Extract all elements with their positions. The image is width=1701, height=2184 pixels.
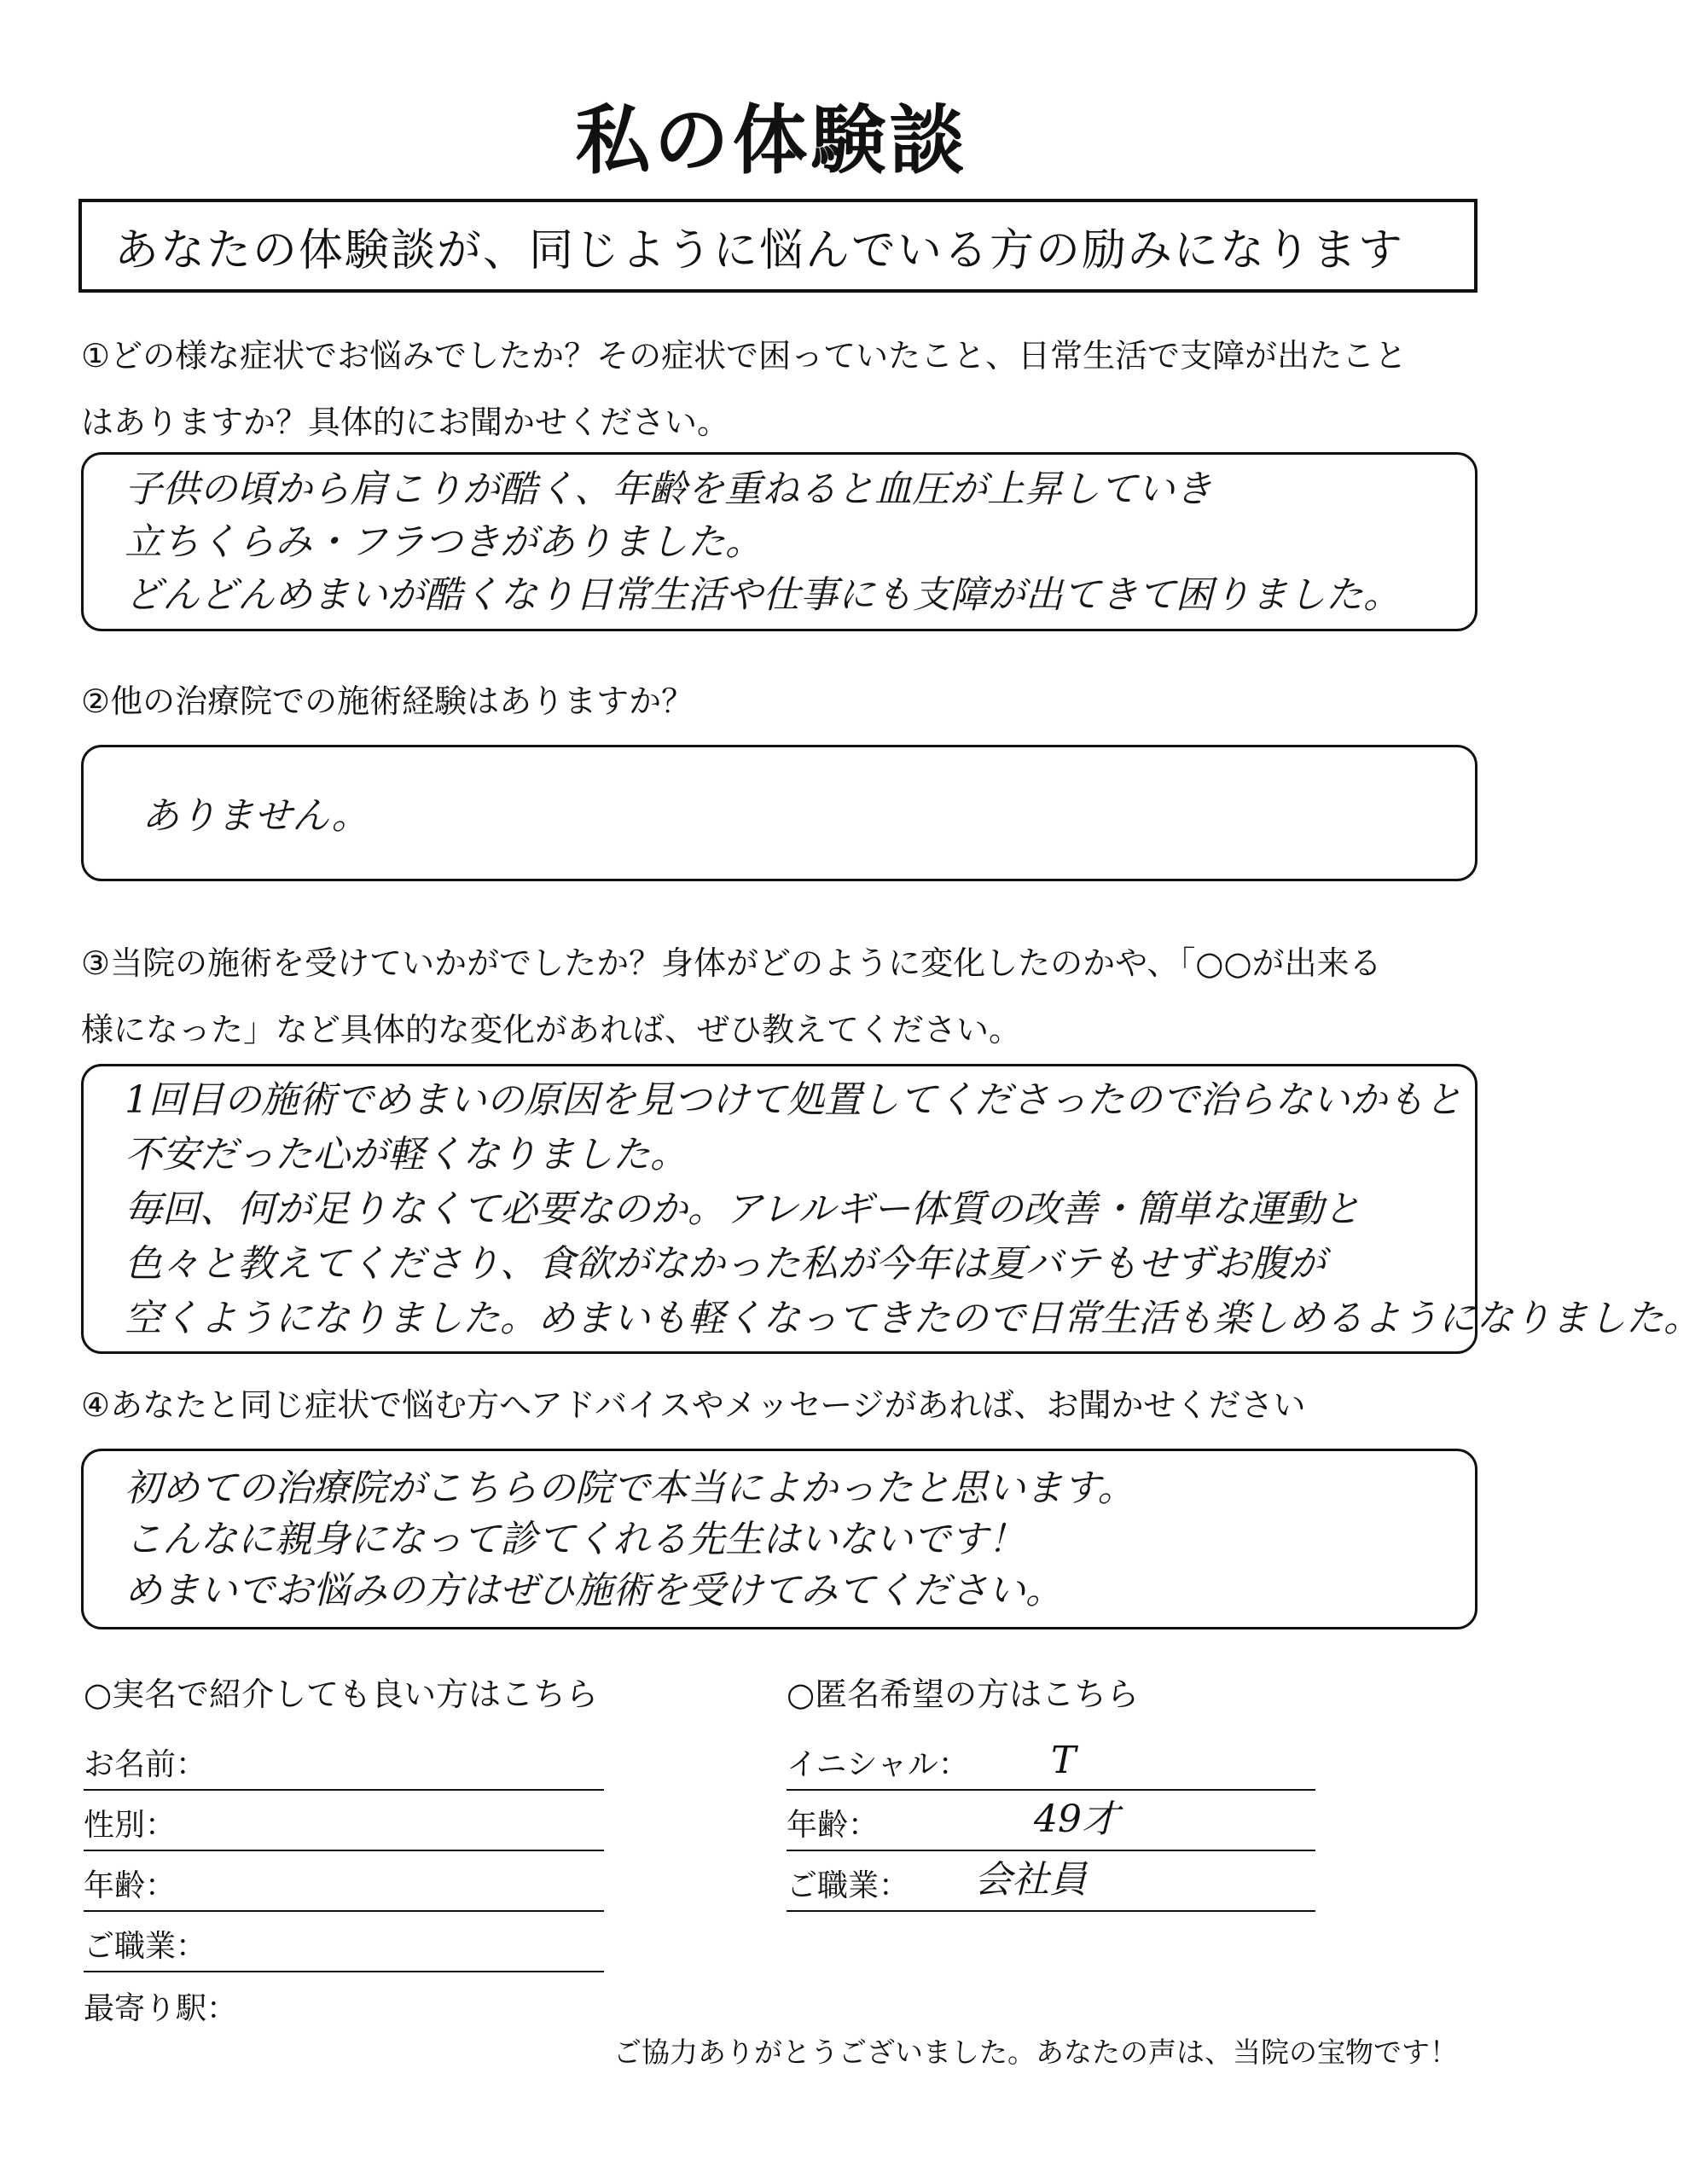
initial-label: イニシャル：: [787, 1747, 969, 1782]
anonymous-section: [787, 1668, 1315, 1912]
answer-4-line: こんなに親身になって診てくれる先生はいないです！: [125, 1518, 1025, 1561]
answer-2-box: [81, 745, 1477, 881]
real-name-section: [84, 1668, 604, 2033]
real-name-heading: ○実名で紹介しても良い方はこちら: [84, 1676, 599, 1713]
occupation-label: ご職業：: [84, 1929, 207, 1964]
age-label: 年齢：: [84, 1868, 177, 1903]
answer-3-box: [81, 1064, 1701, 1354]
answer-2-line: ありません。: [142, 794, 369, 838]
answer-1-line: 子供の頃から肩こりが酷く、年齢を重ねると血圧が上昇していき: [125, 468, 1213, 511]
name-field: [84, 1730, 604, 1791]
age-field: [84, 1851, 604, 1912]
initial-value: T: [1051, 1739, 1077, 1782]
footer-message: ご協力ありがとうございました。あなたの声は、当院の宝物です！: [613, 2036, 1458, 2069]
anon-occupation-label: ご職業：: [787, 1868, 910, 1903]
question-4: [81, 1372, 1497, 1438]
subtitle-box: [78, 199, 1477, 293]
answer-1-line: どんどんめまいが酷くなり日常生活や仕事にも支障が出てきて困りました。: [125, 573, 1401, 617]
answer-1-box: [81, 452, 1477, 631]
answer-4-line: めまいでお悩みの方はぜひ施術を受けてみてください。: [125, 1569, 1063, 1612]
station-label: 最寄り駅：: [84, 1991, 238, 2026]
anon-age-field: [787, 1791, 1315, 1851]
occupation-field: [84, 1912, 604, 1972]
anon-age-value: 49才: [1034, 1798, 1119, 1841]
page-title: 私の体験談: [575, 96, 968, 184]
answer-3-line: 1回目の施術でめまいの原因を見つけて処置してくださったので治らないかもと: [125, 1078, 1462, 1122]
anon-age-label: 年齢：: [787, 1808, 880, 1843]
anonymous-heading: ○匿名希望の方はこちら: [787, 1676, 1140, 1713]
question-3-line-2: 様になった」など具体的な変化があれば、ぜひ教えてください。: [81, 1011, 1022, 1048]
answer-3-line: 空くようになりました。めまいも軽くなってきたので日常生活も楽しめるようになりました。: [125, 1297, 1701, 1340]
answer-4-box: [81, 1449, 1477, 1629]
question-1-line-1: ①どの様な症状でお悩みでしたか？その症状で困っていたこと、日常生活で支障が出たこと: [81, 337, 1408, 375]
question-3-line-1: ③当院の施術を受けていかがでしたか？身体がどのように変化したのかや、「○○が出来る: [81, 944, 1382, 982]
question-2-line-1: ②他の治療院での施術経験はありますか？: [81, 682, 694, 720]
gender-field: [84, 1791, 604, 1851]
answer-4-line: 初めての治療院がこちらの院で本当によかったと思います。: [125, 1467, 1135, 1510]
subtitle-text: あなたの体験談が、同じように悩んでいる方の励みになります: [114, 224, 1405, 276]
gender-label: 性別：: [84, 1808, 177, 1843]
question-2: [81, 668, 1497, 735]
initial-field: [787, 1730, 1315, 1791]
question-4-line-1: ④あなたと同じ症状で悩む方へアドバイスやメッセージがあれば、お聞かせください: [81, 1386, 1306, 1424]
name-label: お名前：: [84, 1747, 207, 1782]
answer-3-line: 不安だった心が軽くなりました。: [125, 1133, 688, 1176]
question-1-line-2: はありますか？具体的にお聞かせください。: [81, 404, 730, 441]
question-3: [81, 930, 1497, 1063]
station-field: [84, 1972, 604, 2033]
anon-occupation-value: 会社員: [974, 1858, 1087, 1902]
answer-3-line: 色々と教えてくださり、食欲がなかった私が今年は夏バテもせずお腹が: [125, 1242, 1326, 1286]
answer-3-line: 毎回、何が足りなくて必要なのか。アレルギー体質の改善・簡単な運動と: [125, 1188, 1361, 1231]
answer-1-line: 立ちくらみ・フラつきがありました。: [125, 520, 763, 564]
anon-occupation-field: [787, 1851, 1315, 1912]
question-1: [81, 322, 1497, 456]
